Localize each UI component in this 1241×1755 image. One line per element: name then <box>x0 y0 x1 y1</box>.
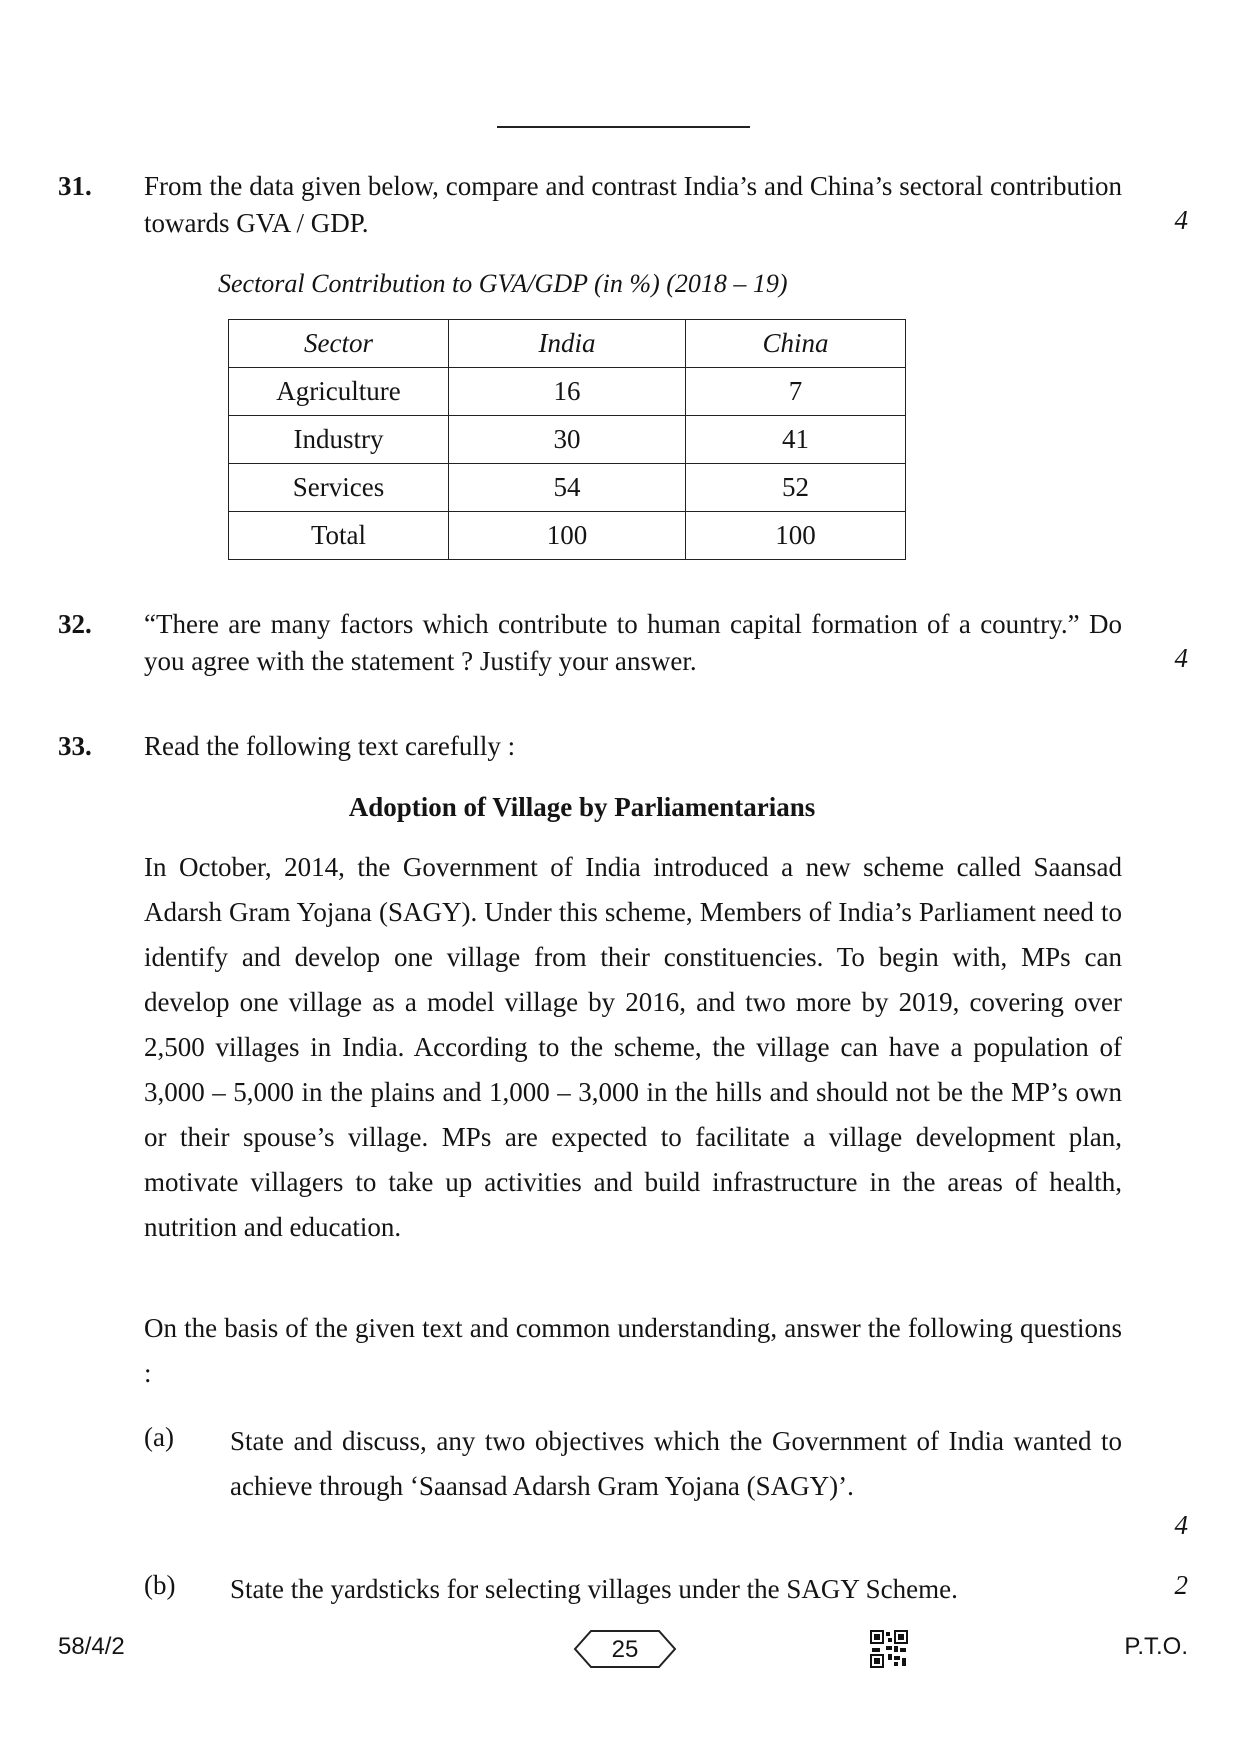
qr-code-icon <box>870 1630 908 1668</box>
part-b-text: State the yardsticks for selecting villages under the SAGY Scheme. <box>230 1574 958 1604</box>
pto-label: P.T.O. <box>1124 1633 1188 1660</box>
q32-number: 32. <box>58 609 92 639</box>
page-number-badge <box>573 1629 677 1669</box>
part-a-marks: 4 <box>1174 1510 1188 1540</box>
part-a-text: State and discuss, any two objectives which the Government of India wanted to achieve through ‘Saansad Adarsh Gram Yojana (SAGY)’. <box>230 1426 1122 1501</box>
table-row <box>229 512 906 560</box>
q33-intro: Read the following text carefully : <box>144 731 516 761</box>
table-cell: 16 <box>449 368 686 416</box>
q31-marks: 4 <box>1174 205 1188 235</box>
q32-marks: 4 <box>1174 643 1188 673</box>
table-cell: 7 <box>686 368 906 416</box>
passage-heading: Adoption of Village by Parliamentarians <box>348 792 816 822</box>
table-cell: Agriculture <box>229 368 449 416</box>
page-number: 25 <box>611 1636 639 1663</box>
sector-table <box>228 319 906 560</box>
table-cell: 100 <box>449 512 686 560</box>
top-rule <box>497 126 750 128</box>
table-cell: Total <box>229 512 449 560</box>
table-row <box>229 464 906 512</box>
part-b-label: (b) <box>144 1570 176 1600</box>
q32-text: “There are many factors which contribute to human capital formation of a country.” Do you agree with the statement ? Justify your answer. <box>144 609 1122 676</box>
table-cell: 30 <box>449 416 686 464</box>
part-a-label: (a) <box>144 1422 174 1452</box>
table-cell: Services <box>229 464 449 512</box>
table-cell: 41 <box>686 416 906 464</box>
q31-text: From the data given below, compare and contrast India’s and China’s sectoral contribution towards GVA / GDP. <box>144 171 1122 238</box>
table-cell: 52 <box>686 464 906 512</box>
table-header: China <box>686 320 906 368</box>
table-header: Sector <box>229 320 449 368</box>
passage-text: In October, 2014, the Government of India introduced a new scheme called Saansad Adarsh Gram Yojana (SAGY). Under this scheme, Members of India’s Parliament need to identify and develop one village from their constituencies. To begin with, MPs can develop one village as a model village by 2016, and two more by 2019, covering over 2,500 villages in India. According to the scheme, the village can have a population of 3,000 – 5,000 in the plains and 1,000 – 3,000 in the hills and should not be the MP’s own or their spouse’s village. MPs are expected to facilitate a village development plan, motivate villagers to take up activities and build infrastructure in the areas of health, nutrition and education. <box>144 852 1122 1242</box>
table-header-row <box>229 320 906 368</box>
part-b-marks: 2 <box>1174 1570 1188 1600</box>
q33-instruction: On the basis of the given text and common understanding, answer the following questions : <box>144 1313 1122 1388</box>
table-cell: 54 <box>449 464 686 512</box>
table-row <box>229 416 906 464</box>
q31-number: 31. <box>58 171 92 201</box>
table-cell: 100 <box>686 512 906 560</box>
table-header: India <box>449 320 686 368</box>
table-cell: Industry <box>229 416 449 464</box>
q33-number: 33. <box>58 731 92 761</box>
paper-code: 58/4/2 <box>58 1633 125 1660</box>
table-row <box>229 368 906 416</box>
table-caption: Sectoral Contribution to GVA/GDP (in %) (2018 – 19) <box>218 269 788 298</box>
